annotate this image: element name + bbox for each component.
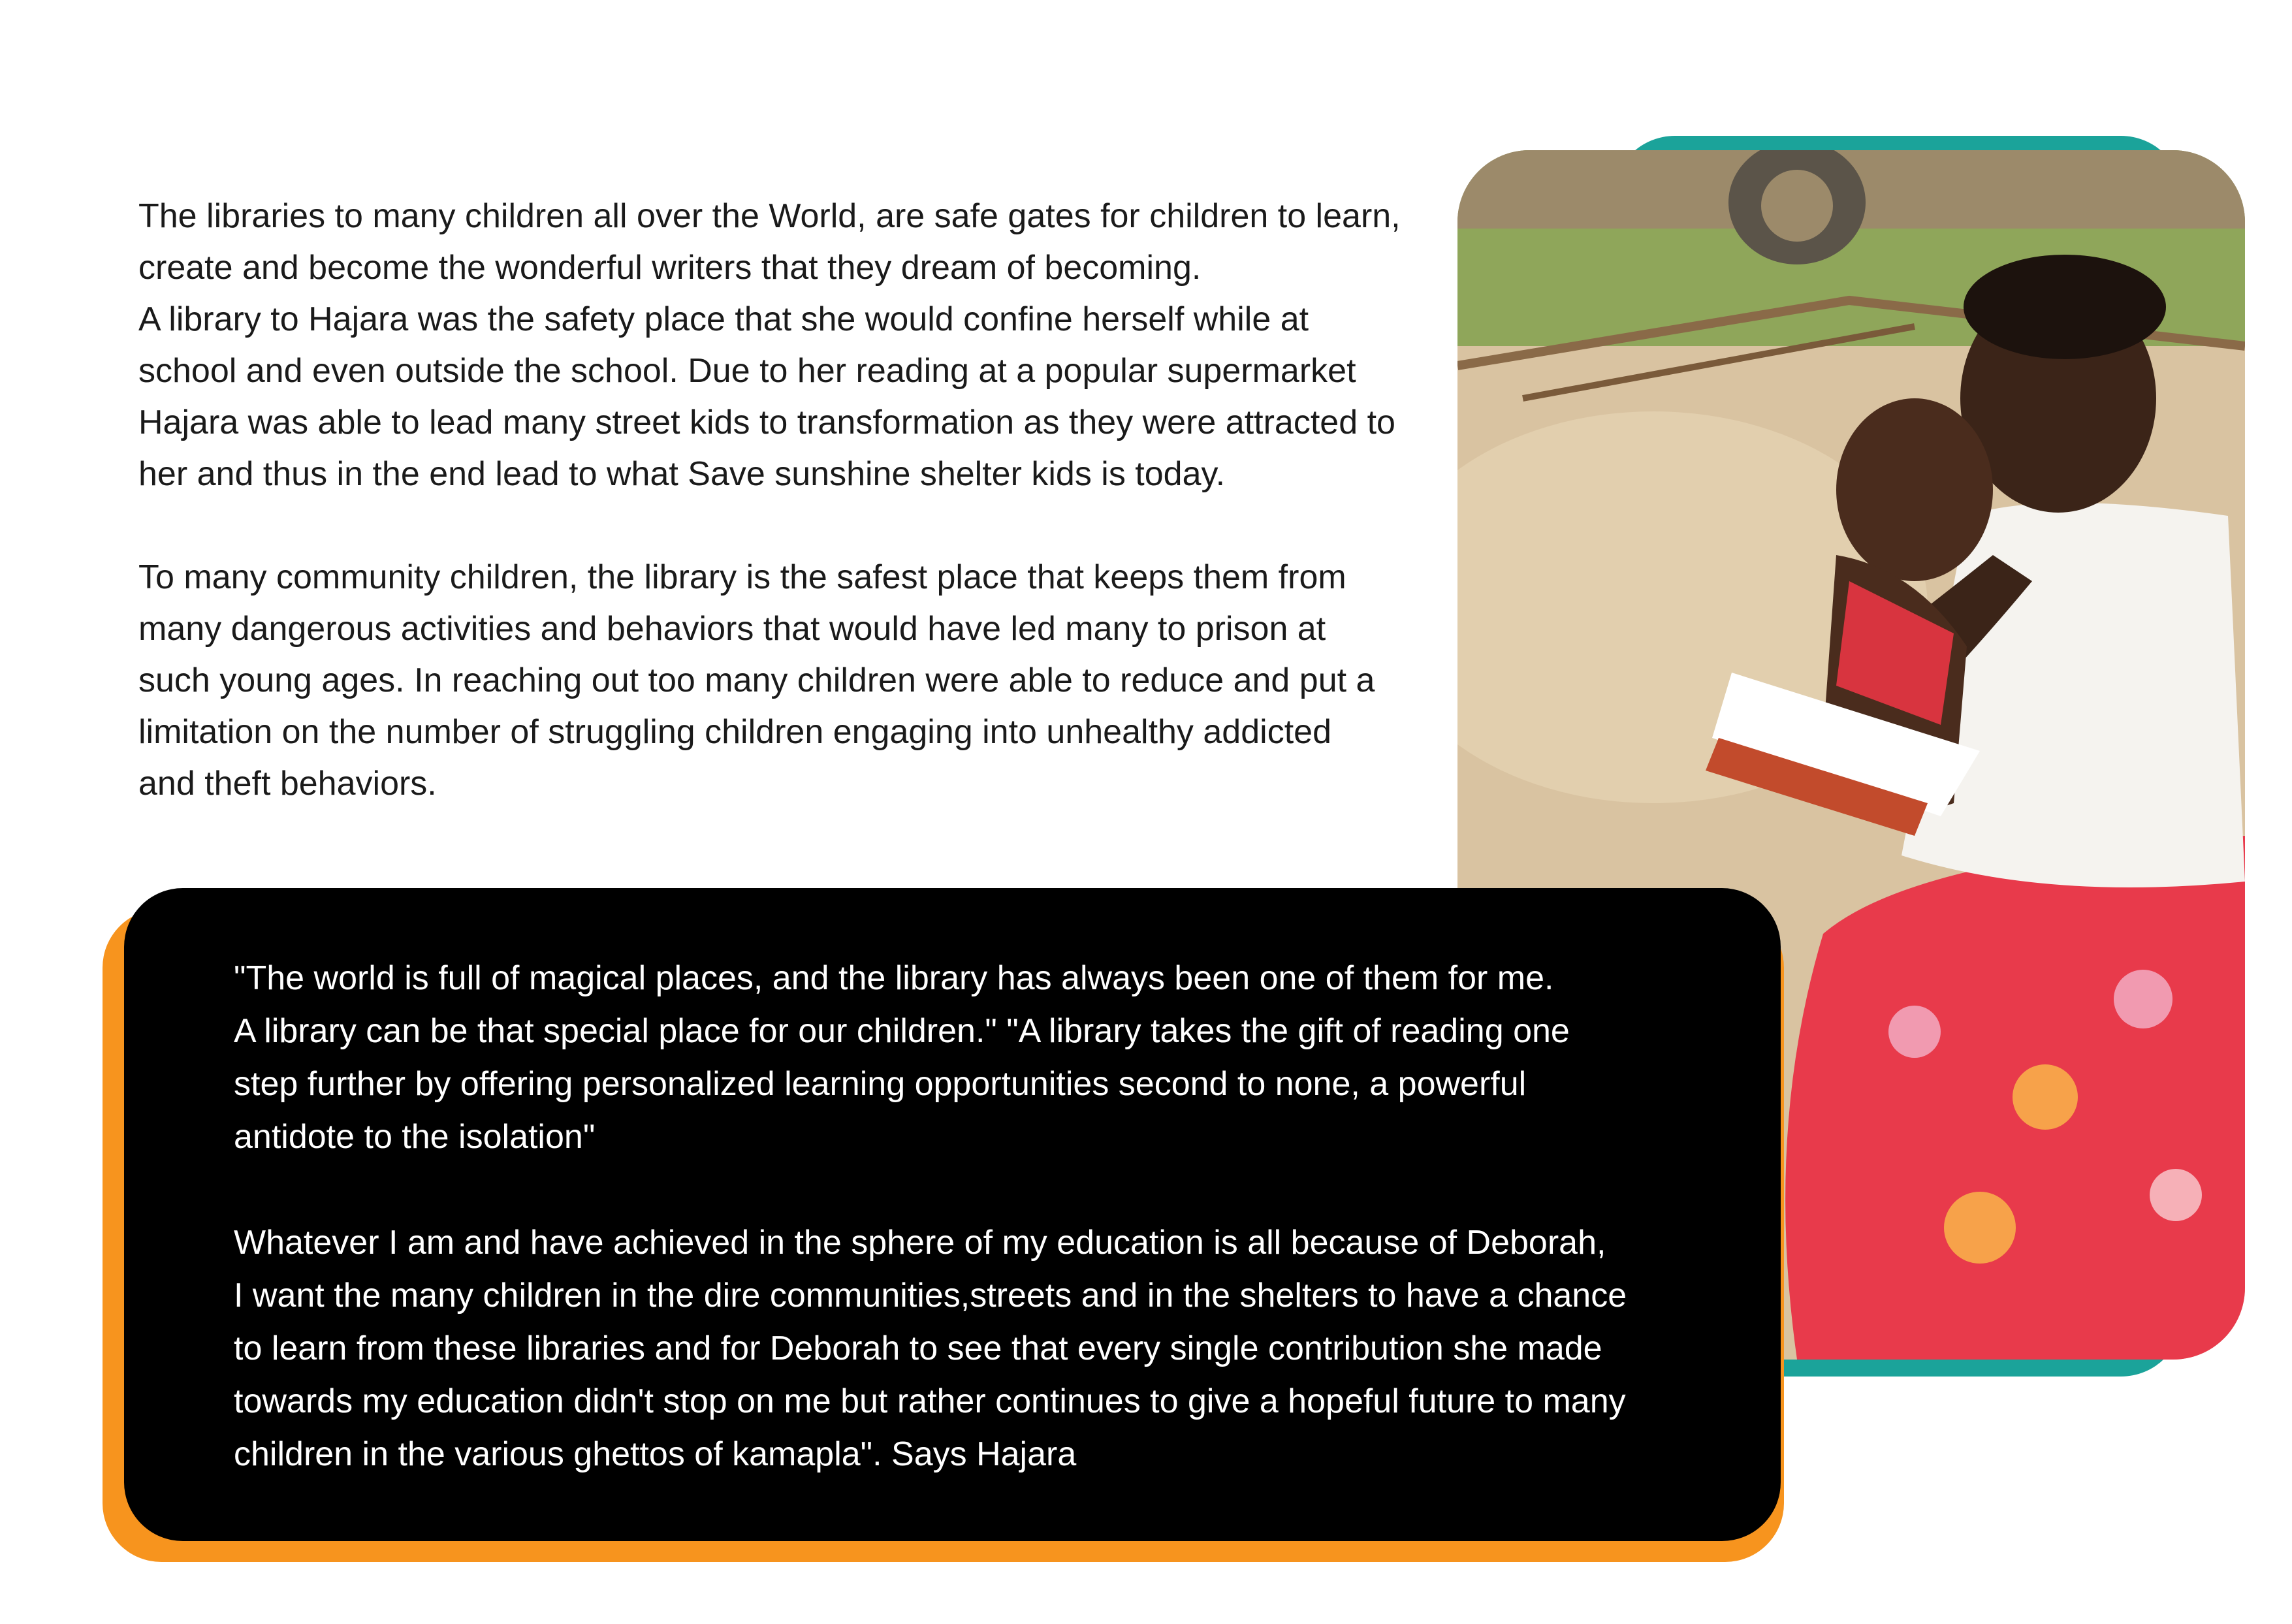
intro-paragraph-1 <box>138 191 1457 500</box>
intro-line: her and thus in the end lead to what Save sunshine shelter kids is today. <box>138 455 1226 493</box>
quote-paragraph-1 <box>234 952 1723 1164</box>
quote-line: to learn from these libraries and for Deborah to see that every single contribution she made <box>234 1329 1602 1367</box>
intro-line: Hajara was able to lead many street kids to transformation as they were attracted to <box>138 404 1395 441</box>
intro-line: such young ages. In reaching out too many children were able to reduce and put a <box>138 661 1375 699</box>
intro-line: school and even outside the school. Due to her reading at a popular supermarket <box>138 352 1356 390</box>
intro-text <box>138 191 1457 810</box>
quote-line: step further by offering personalized learning opportunities second to none, a powerful <box>234 1065 1527 1103</box>
intro-line: The libraries to many children all over the World, are safe gates for children to learn, <box>138 197 1401 235</box>
quote-line: towards my education didn't stop on me but rather continues to give a hopeful future to many <box>234 1382 1626 1420</box>
quote-paragraph-2 <box>234 1217 1723 1481</box>
quote-line: "The world is full of magical places, and the library has always been one of them for me. <box>234 959 1554 997</box>
quote-line: children in the various ghettos of kamapla". Says Hajara <box>234 1435 1077 1473</box>
intro-line: A library to Hajara was the safety place that she would confine herself while at <box>138 300 1309 338</box>
intro-line: To many community children, the library is the safest place that keeps them from <box>138 558 1346 596</box>
quote-line: A library can be that special place for our children." "A library takes the gift of reading one <box>234 1012 1570 1050</box>
quote-line: antidote to the isolation" <box>234 1118 596 1156</box>
intro-paragraph-2 <box>138 552 1457 810</box>
intro-line: create and become the wonderful writers that they dream of becoming. <box>138 249 1202 287</box>
intro-line: and theft behaviors. <box>138 765 437 803</box>
quote-text <box>234 952 1723 1481</box>
intro-line: many dangerous activities and behaviors that would have led many to prison at <box>138 610 1326 648</box>
quote-line: I want the many children in the dire communities,streets and in the shelters to have a chance <box>234 1277 1627 1314</box>
intro-line: limitation on the number of struggling children engaging into unhealthy addicted <box>138 713 1331 751</box>
quote-line: Whatever I am and have achieved in the sphere of my education is all because of Deborah, <box>234 1224 1606 1262</box>
